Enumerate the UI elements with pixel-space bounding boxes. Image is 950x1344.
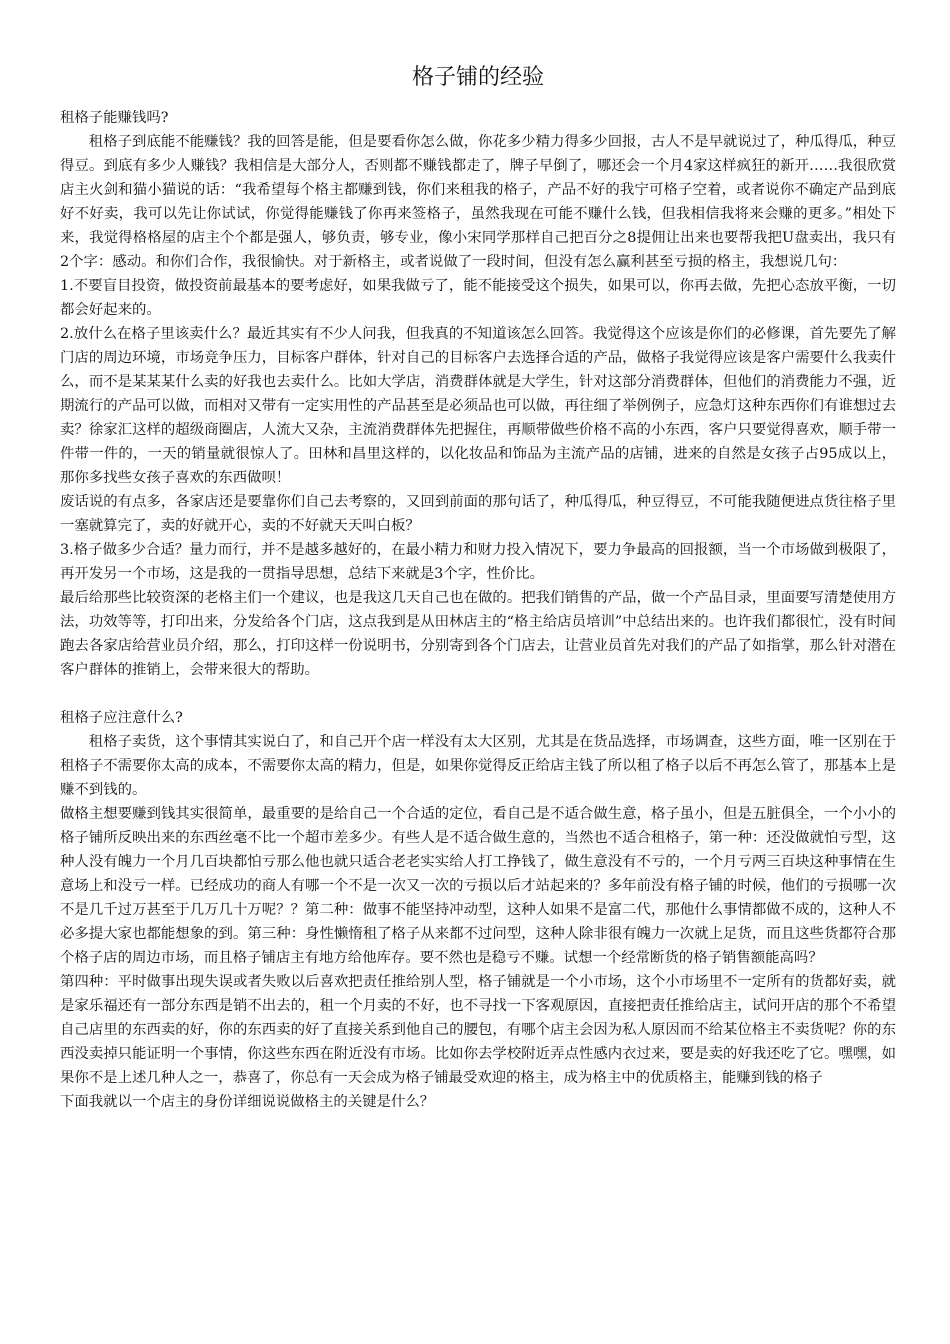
document-title: 格子铺的经验 <box>411 65 544 90</box>
paragraph: 2.放什么在格子里该卖什么？最近其实有不少人问我，但我真的不知道该怎么回答。我觉得这个应该是你们的必修课，首先要先了解门店的周边环境，市场竞争压力，目标客户群体，针对自己的目标客户去选择合适的产品，做格子我觉得应该是客户需要什么我卖什么，而不是某某某什么卖的好我也去卖什么。比如大学店，消费群体就是大学生，针对这部分消费群体，但他们的消费能力不强，近期流行的产品可以做，而相对又带有一定实用性的产品甚至是必须品也可以做，再往细了举例例子，应急灯这种东西你们有谁想过去卖？徐家汇这样的超级商圈店，人流大又杂，主流消费群体先把握住，再顺带做些价格不高的小东西，客户只要觉得喜欢，顺手带一件带一件的，一天的销量就很惊人了。田林和昌里这样的，以化妆品和饰品为主流产品的店铺，进来的自然是女孩子占95成以上，那你多找些女孩子喜欢的东西做呗！ <box>60 326 896 486</box>
paragraph: 做格主想要赚到钱其实很简单，最重要的是给自己一个合适的定位，看自己是不适合做生意，格子虽小，但是五脏俱全，一个小小的格子铺所反映出来的东西丝毫不比一个超市差多少。有些人是不适合做生意的，当然也不适合租格子，第一种：还没做就怕亏型，这种人没有魄力一个月几百块都怕亏那么他也就只适合老老实实给人打工挣钱了，做生意没有不亏的，一个月亏两三百块这种事情在生意场上和没亏一样。已经成功的商人有哪一个不是一次又一次的亏损以后才站起来的？多年前没有格子铺的时候，他们的亏损哪一次不是几千过万甚至于几万几十万呢？？第二种：做事不能坚持冲动型，这种人如果不是富二代，那他什么事情都做不成的，这种人不必多提大家也都能想象的到。第三种：身性懒惰租了格子从来都不过问型，这种人除非很有魄力一次就上足货，而且这些货都符合那个格子店的周边市场，而且格子铺店主有地方给他库存。要不然也是稳亏不赚。试想一个经常断货的格子销售额能高吗？ <box>60 806 896 966</box>
paragraph: 最后给那些比较资深的老格主们一个建议，也是我这几天自己也在做的。把我们销售的产品，做一个产品目录，里面要写清楚使用方法，功效等等，打印出来，分发给各个门店，这点我到是从田林店主的“格主给店员培训”中总结出来的。也许我们都很忙，没有时间跑去各家店给营业员介绍，那么，打印这样一份说明书，分别寄到各个门店去，让营业员首先对我们的产品了如指掌，那么针对潜在客户群体的推销上，会带来很大的帮助。 <box>60 590 896 678</box>
section-earn-money <box>60 106 896 682</box>
paragraph: 下面我就以一个店主的身份详细说说做格主的关键是什么？ <box>60 1094 435 1110</box>
paragraph: 3.格子做多少合适？量力而行，并不是越多越好的，在最小精力和财力投入情况下，要力争最高的回报额，当一个市场做到极限了，再开发另一个市场，这是我的一贯指导思想，总结下来就是3个字，性价比。 <box>60 542 896 582</box>
paragraph: 1.不要盲目投资，做投资前最基本的要考虑好，如果我做亏了，能不能接受这个损失，如果可以，你再去做，先把心态放平衡，一切都会好起来的。 <box>60 278 896 318</box>
section-notes <box>60 706 896 1114</box>
section-heading: 租格子应注意什么? <box>60 710 183 726</box>
paragraph: 第四种：平时做事出现失误或者失败以后喜欢把责任推给别人型，格子铺就是一个小市场，这个小市场里不一定所有的货都好卖，就是家乐福还有一部分东西是销不出去的，租一个月卖的不好，也不寻找一下客观原因，直接把责任推给店主，试问开店的那个不希望自己店里的东西卖的好，你的东西卖的好了直接关系到他自己的腰包，有哪个店主会因为私人原因而不给某位格主不卖货呢？你的东西没卖掉只能证明一个事情，你这些东西在附近没有市场。比如你去学校附近弄点性感内衣过来，要是卖的好我还吃了它。嘿嘿，如果你不是上述几种人之一，恭喜了，你总有一天会成为格子铺最受欢迎的格主，成为格主中的优质格主，能赚到钱的格子 <box>60 974 896 1086</box>
paragraph: 废话说的有点多，各家店还是要靠你们自己去考察的，又回到前面的那句话了，种瓜得瓜，种豆得豆，不可能我随便进点货往格子里一塞就算完了，卖的好就开心，卖的不好就天天叫白板？ <box>60 494 896 534</box>
blank-line <box>60 682 896 706</box>
section-heading: 租格子能赚钱吗? <box>60 110 169 126</box>
document-page <box>60 58 896 1114</box>
paragraph: 租格子到底能不能赚钱？我的回答是能，但是要看你怎么做，你花多少精力得多少回报，古人不是早就说过了，种瓜得瓜，种豆得豆。到底有多少人赚钱？我相信是大部分人，否则都不赚钱都走了，牌子早倒了，哪还会一个月4家这样疯狂的新开……我很欣赏店主火剑和猫小猫说的话：“我希望每个格主都赚到钱，你们来租我的格子，产品不好的我宁可格子空着，或者说你不确定产品到底好不好卖，我可以先让你试试，你觉得能赚钱了你再来签格子，虽然我现在可能不赚什么钱，但我相信我将来会赚的更多。”相处下来，我觉得格格屋的店主个个都是强人，够负责，够专业，像小宋同学那样自己把百分之8提佣让出来也要帮我把U盘卖出，我只有2个字：感动。和你们合作，我很愉快。对于新格主，或者说做了一段时间，但没有怎么赢利甚至亏损的格主，我想说几句： <box>60 134 896 270</box>
paragraph: 租格子卖货，这个事情其实说白了，和自己开个店一样没有太大区别，尤其是在货品选择，市场调查，这些方面，唯一区别在于租格子不需要你太高的成本，不需要你太高的精力，但是，如果你觉得反正给店主钱了所以租了格子以后不再怎么管了，那基本上是赚不到钱的。 <box>60 734 896 798</box>
